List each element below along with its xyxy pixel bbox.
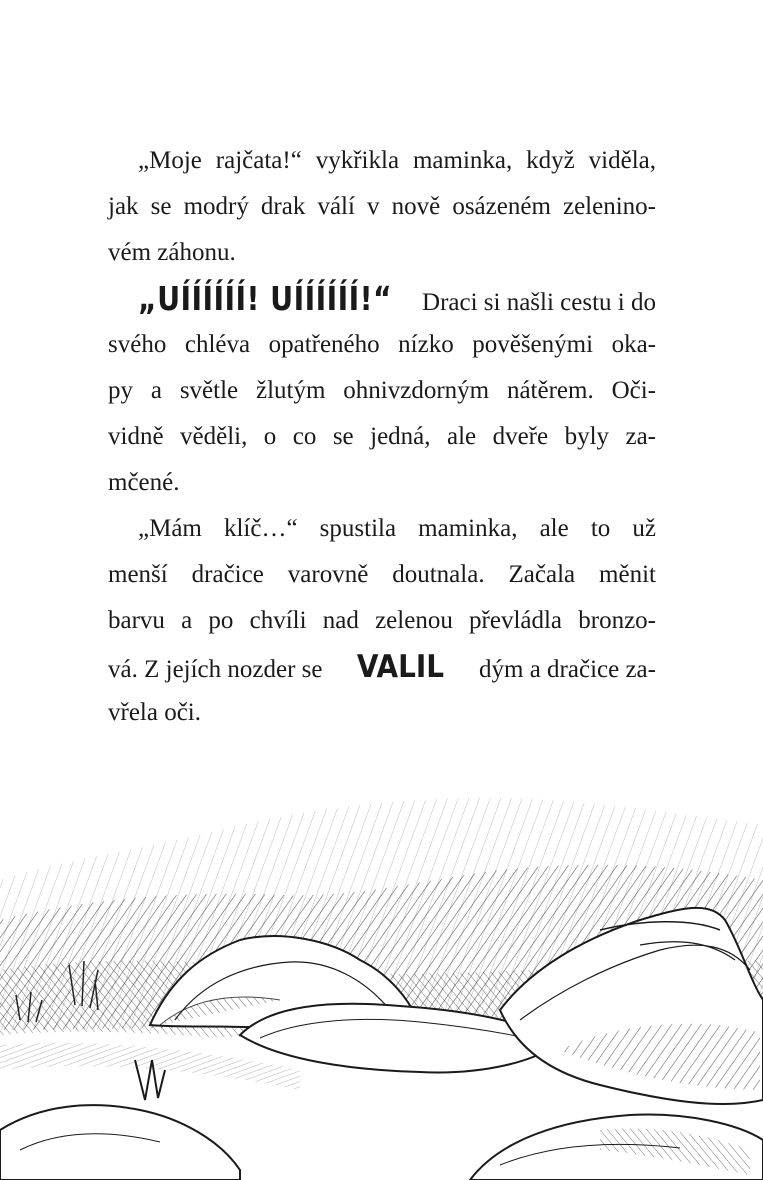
paragraph-3-line-2: menší dračice varovně doutnala. Začala měnit (108, 561, 656, 588)
paragraph-1-line-2: jak se modrý drak válí v nově osázeném zelenino- (108, 193, 656, 220)
page-text (108, 138, 656, 736)
paragraph-3-line-5: vřela oči. (108, 699, 202, 726)
paragraph-2-line-2: svého chléva opatřeného nízko pověšenými oka- (108, 331, 656, 358)
valil-after: dým a dračice za- (479, 656, 656, 683)
paragraph-2-line-1 (108, 276, 656, 322)
paragraph-3-line-4 (108, 644, 656, 690)
paragraph-1-line-3: vém záhonu. (108, 239, 236, 266)
paragraph-2-line-5: mčené. (108, 469, 180, 496)
paragraph-1-line-1: „Moje rajčata!“ vykřikla maminka, když viděla, (138, 147, 656, 174)
valil-before: vá. Z jejích nozder se (108, 656, 323, 683)
paragraph-2-line-3: py a světle žlutým ohnivzdorným nátěrem. Oči- (108, 377, 656, 404)
paragraph-2-line-1-rest: Draci si našli cestu i do (422, 289, 656, 316)
shout-text: „UÍÍÍÍÍÍ! UÍÍÍÍÍÍ!“ (138, 279, 393, 318)
dragon-field-illustration (0, 770, 763, 1180)
paragraph-3-line-3: barvu a po chvíli nad zelenou převládla bronzo- (108, 607, 656, 634)
paragraph-3-line-1: „Mám klíč…“ spustila maminka, ale to už (138, 515, 656, 542)
valil-emphasis: VALIL (357, 649, 445, 685)
paragraph-2-line-4: vidně věděli, o co se jedná, ale dveře byly za- (108, 423, 656, 450)
